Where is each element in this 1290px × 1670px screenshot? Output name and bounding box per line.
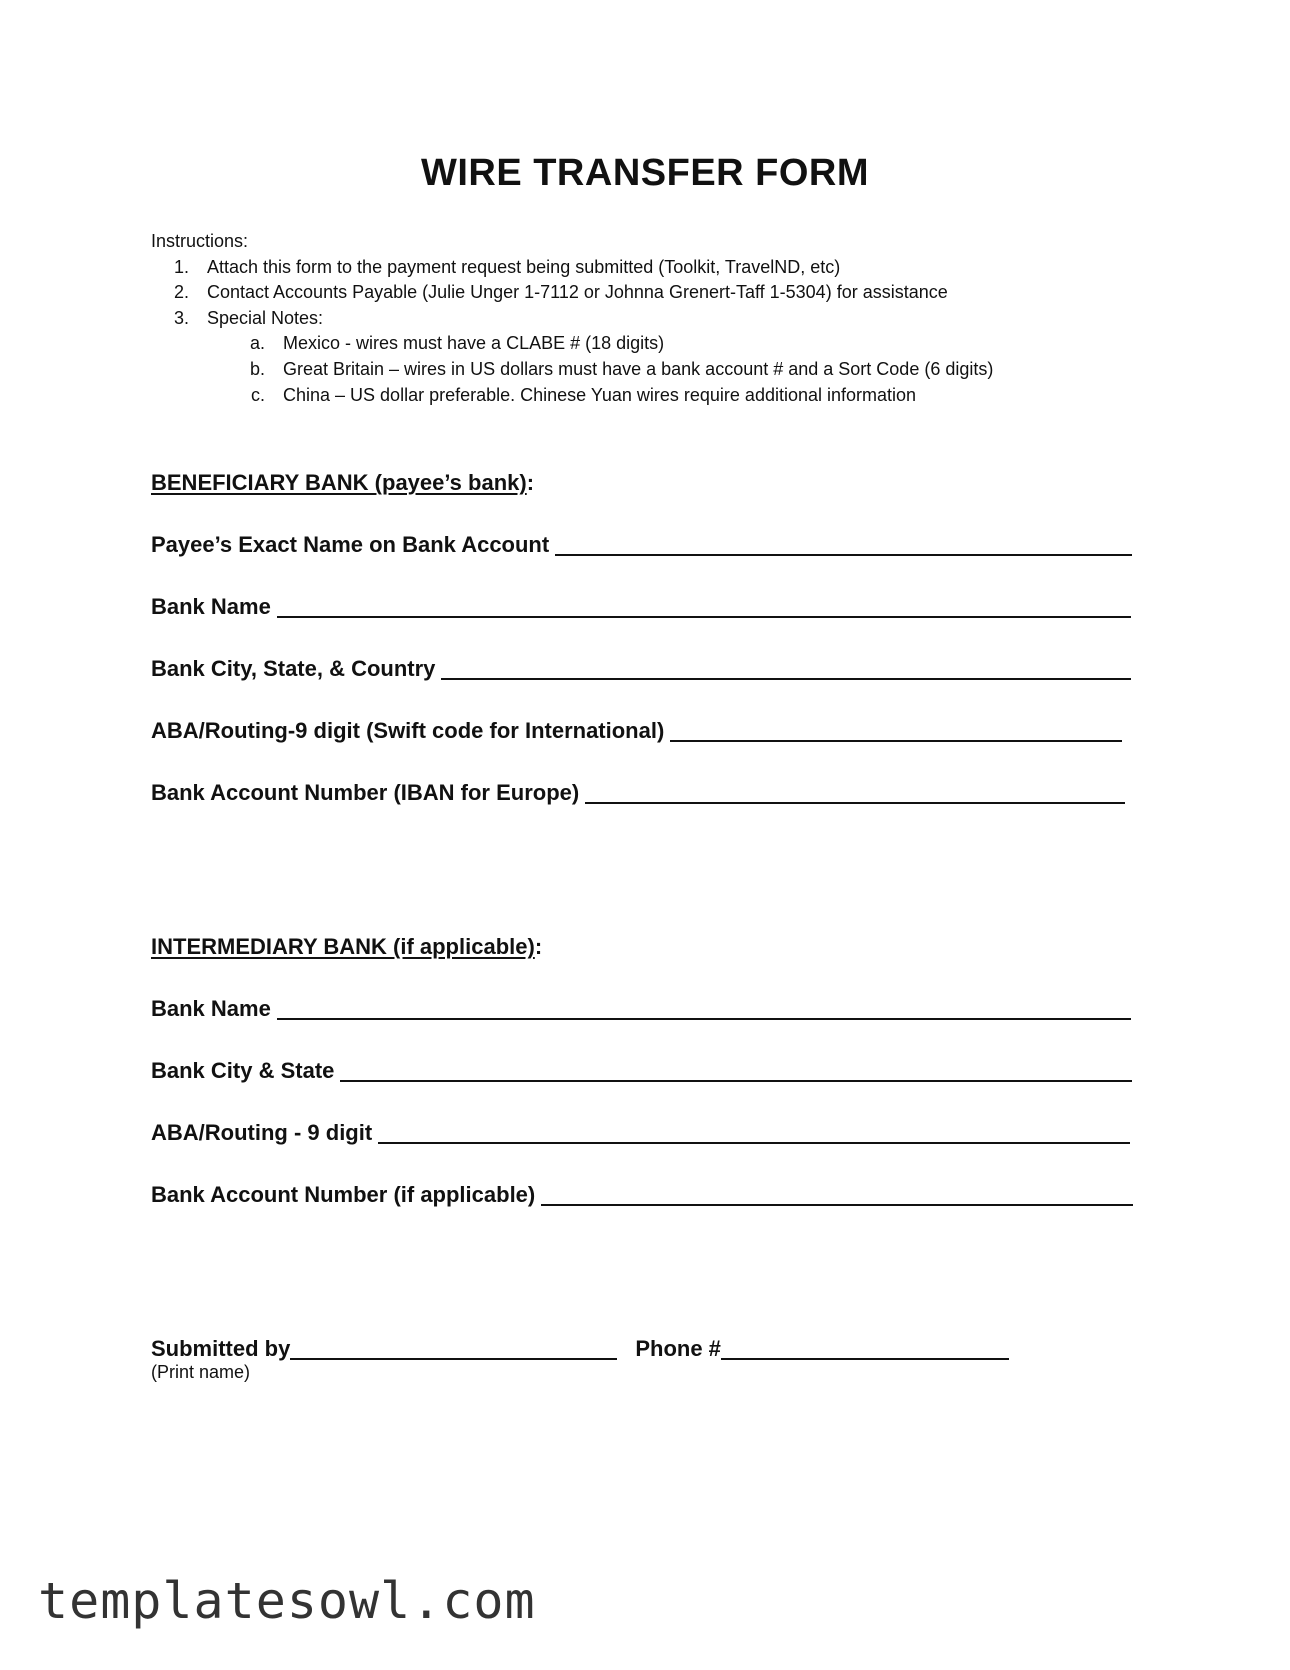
intermediary-bank-name-input[interactable] (277, 998, 1131, 1020)
form-title: WIRE TRANSFER FORM (420, 152, 870, 194)
payee-name-input[interactable] (555, 534, 1132, 556)
watermark: templatesowl.com (38, 1572, 536, 1630)
beneficiary-account-number-field[interactable]: Bank Account Number (IBAN for Europe) (151, 780, 1125, 806)
intermediary-account-number-field[interactable]: Bank Account Number (if applicable) (151, 1182, 1133, 1208)
payee-name-field[interactable]: Payee’s Exact Name on Bank Account (151, 532, 1132, 558)
instructions-block (151, 229, 1151, 408)
intermediary-account-number-input[interactable] (541, 1184, 1133, 1206)
beneficiary-bank-name-field[interactable]: Bank Name (151, 594, 1131, 620)
phone-input[interactable] (721, 1338, 1009, 1360)
special-note-item: c. China – US dollar preferable. Chinese Yuan wires require additional information (250, 384, 917, 405)
intermediary-bank-location-field[interactable]: Bank City & State (151, 1058, 1132, 1084)
intermediary-bank-location-input[interactable] (340, 1060, 1132, 1082)
intermediary-bank-heading: INTERMEDIARY BANK (if applicable): (151, 934, 543, 959)
beneficiary-bank-location-field[interactable]: Bank City, State, & Country (151, 656, 1131, 682)
intermediary-routing-field[interactable]: ABA/Routing - 9 digit (151, 1120, 1130, 1146)
submitted-by-field[interactable]: Submitted by Phone # (151, 1336, 1009, 1362)
intermediary-routing-input[interactable] (378, 1122, 1130, 1144)
beneficiary-bank-location-input[interactable] (441, 658, 1131, 680)
intermediary-bank-name-field[interactable]: Bank Name (151, 996, 1131, 1022)
beneficiary-bank-name-input[interactable] (277, 596, 1131, 618)
beneficiary-bank-heading: BENEFICIARY BANK (payee’s bank): (151, 470, 535, 495)
beneficiary-routing-input[interactable] (670, 720, 1122, 742)
instruction-item: 2. Contact Accounts Payable (Julie Unger 1-7112 or Johnna Grenert-Taff 1-5304) for assistance (173, 282, 948, 303)
instruction-item: 3. Special Notes: (173, 307, 324, 328)
special-note-item: a. Mexico - wires must have a CLABE # (18 digits) (249, 333, 665, 354)
special-note-item: b. Great Britain – wires in US dollars must have a bank account # and a Sort Code (6 digits) (249, 358, 994, 379)
print-name-hint: (Print name) (151, 1362, 251, 1382)
beneficiary-routing-field[interactable]: ABA/Routing-9 digit (Swift code for International) (151, 718, 1122, 744)
instruction-item: 1. Attach this form to the payment request being submitted (Toolkit, TravelND, etc) (173, 256, 841, 277)
phone-label: Phone # (635, 1336, 721, 1361)
submitted-by-input[interactable] (290, 1338, 617, 1360)
instructions-heading: Instructions: (151, 231, 249, 251)
beneficiary-account-number-input[interactable] (585, 782, 1125, 804)
